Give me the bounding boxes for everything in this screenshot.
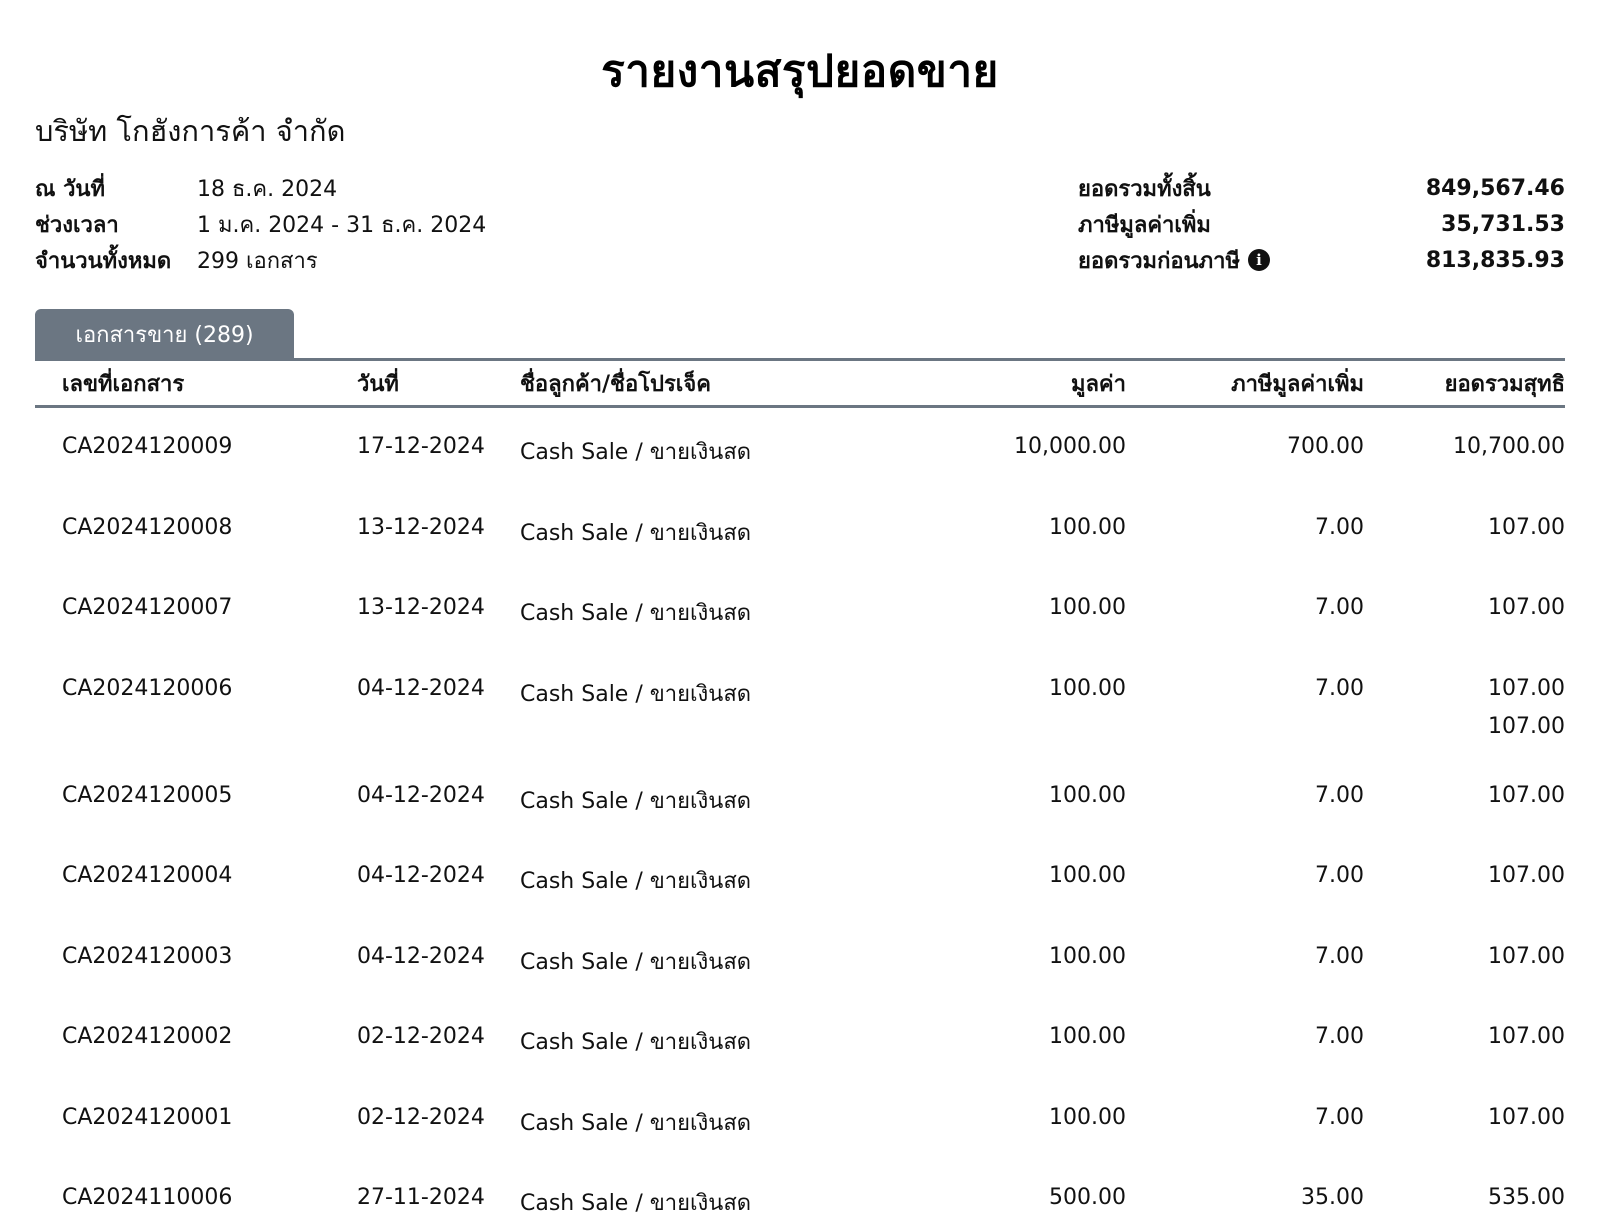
cell-net-total: 107.00 — [1488, 863, 1565, 888]
cell-date: 02-12-2024 — [357, 1104, 485, 1130]
cell-vat: 7.00 — [1315, 514, 1364, 540]
cell-date: 04-12-2024 — [357, 943, 485, 969]
as-of-label: ณ วันที่ — [35, 176, 105, 202]
pretax-total-row — [1078, 242, 1565, 278]
grand-total-value: 849,567.46 — [1425, 175, 1565, 201]
report-title: รายงานสรุปยอดขาย — [601, 46, 999, 97]
grand-total-label: ยอดรวมทั้งสิ้น — [1078, 176, 1211, 202]
period-row — [35, 206, 486, 242]
cell-date: 02-12-2024 — [357, 1024, 485, 1049]
pretax-total-value: 813,835.93 — [1425, 247, 1565, 273]
cell-vat: 7.00 — [1315, 1024, 1364, 1049]
cell-amount: 100.00 — [1049, 675, 1126, 701]
cell-doc-number[interactable]: CA2024120006 — [62, 675, 233, 701]
cell-net-total — [1364, 676, 1565, 739]
cell-amount: 100.00 — [1049, 1024, 1126, 1049]
cell-date: 17-12-2024 — [357, 434, 485, 459]
cell-customer: Cash Sale / ขายเงินสด — [520, 949, 752, 975]
cell-customer: Cash Sale / ขายเงินสด — [520, 1030, 752, 1055]
count-label: จำนวนทั้งหมด — [35, 248, 172, 274]
cell-net-total: 107.00 — [1488, 595, 1565, 620]
cell-amount: 100.00 — [1049, 863, 1126, 888]
cell-net-total: 107.00 — [1488, 1104, 1565, 1130]
totals-summary — [1078, 170, 1565, 278]
vat-total-row — [1078, 206, 1565, 242]
table-row[interactable] — [35, 650, 1565, 757]
cell-date: 27-11-2024 — [357, 1185, 485, 1210]
table-row[interactable] — [35, 408, 1565, 489]
count-row — [35, 242, 486, 278]
cell-customer: Cash Sale / ขายเงินสด — [520, 601, 752, 626]
cell-date: 13-12-2024 — [357, 514, 485, 540]
cell-doc-number[interactable]: CA2024120009 — [62, 434, 233, 459]
cell-amount: 500.00 — [1049, 1185, 1126, 1210]
cell-customer: Cash Sale / ขายเงินสด — [520, 1191, 752, 1216]
table-row[interactable] — [35, 569, 1565, 650]
header-doc-number[interactable]: เลขที่เอกสาร — [62, 371, 185, 397]
table-header — [35, 358, 1565, 408]
cell-amount: 100.00 — [1049, 943, 1126, 969]
cell-vat: 7.00 — [1315, 863, 1364, 888]
company-name: บริษัท โกฮังการค้า จำกัด — [35, 114, 346, 148]
header-net-total[interactable]: ยอดรวมสุทธิ — [1444, 371, 1565, 397]
count-value: 299 เอกสาร — [197, 248, 318, 274]
cell-vat: 7.00 — [1315, 943, 1364, 969]
cell-net-total: 107.00 — [1488, 782, 1565, 808]
cell-customer: Cash Sale / ขายเงินสด — [520, 788, 752, 814]
cell-net-total: 107.00 — [1488, 514, 1565, 540]
sales-table — [35, 358, 1565, 1232]
cell-doc-number[interactable]: CA2024110006 — [62, 1185, 233, 1210]
cell-amount: 10,000.00 — [1014, 434, 1126, 459]
table-row[interactable] — [35, 1079, 1565, 1160]
cell-customer: Cash Sale / ขายเงินสด — [520, 869, 752, 894]
cell-amount: 100.00 — [1049, 782, 1126, 808]
table-row[interactable] — [35, 1159, 1565, 1232]
header-date[interactable]: วันที่ — [357, 371, 399, 397]
header-vat[interactable]: ภาษีมูลค่าเพิ่ม — [1231, 371, 1364, 397]
cell-vat: 7.00 — [1315, 675, 1364, 701]
cell-date: 13-12-2024 — [357, 595, 485, 620]
vat-total-value: 35,731.53 — [1441, 211, 1565, 237]
table-row[interactable] — [35, 837, 1565, 918]
cell-vat: 7.00 — [1315, 1104, 1364, 1130]
info-icon[interactable]: i — [1248, 249, 1270, 271]
tab-sales-documents[interactable]: เอกสารขาย (289) — [35, 309, 294, 359]
cell-doc-number[interactable]: CA2024120008 — [62, 514, 233, 540]
cell-customer: Cash Sale / ขายเงินสด — [520, 681, 752, 707]
cell-doc-number[interactable]: CA2024120002 — [62, 1024, 233, 1049]
table-row[interactable] — [35, 918, 1565, 999]
cell-customer: Cash Sale / ขายเงินสด — [520, 440, 752, 465]
cell-date: 04-12-2024 — [357, 675, 485, 701]
header-customer[interactable]: ชื่อลูกค้า/ชื่อโปรเจ็ค — [520, 371, 711, 397]
cell-amount: 100.00 — [1049, 514, 1126, 540]
cell-vat: 7.00 — [1315, 595, 1364, 620]
cell-vat: 7.00 — [1315, 782, 1364, 808]
cell-doc-number[interactable]: CA2024120001 — [62, 1104, 233, 1130]
table-row[interactable] — [35, 757, 1565, 838]
cell-net-total: 107.00 — [1488, 1024, 1565, 1049]
cell-doc-number[interactable]: CA2024120005 — [62, 782, 233, 808]
pretax-total-label: ยอดรวมก่อนภาษี — [1078, 248, 1240, 274]
as-of-value: 18 ธ.ค. 2024 — [197, 176, 338, 202]
cell-date: 04-12-2024 — [357, 782, 485, 808]
pretax-total-label-group — [1078, 243, 1270, 278]
cell-net-total: 107.00 — [1488, 943, 1565, 969]
cell-date: 04-12-2024 — [357, 863, 485, 888]
period-value: 1 ม.ค. 2024 - 31 ธ.ค. 2024 — [197, 212, 487, 238]
cell-vat: 700.00 — [1287, 434, 1364, 459]
as-of-row — [35, 170, 486, 206]
cell-amount: 100.00 — [1049, 595, 1126, 620]
table-row[interactable] — [35, 489, 1565, 570]
header-amount[interactable]: มูลค่า — [1070, 371, 1126, 397]
cell-doc-number[interactable]: CA2024120007 — [62, 595, 233, 620]
cell-net-total: 10,700.00 — [1453, 434, 1565, 459]
grand-total-row — [1078, 170, 1565, 206]
table-row[interactable] — [35, 998, 1565, 1079]
net-total-value: 107.00 — [1488, 675, 1565, 701]
cell-doc-number[interactable]: CA2024120003 — [62, 943, 233, 969]
cell-vat: 35.00 — [1301, 1185, 1364, 1210]
report-meta — [35, 170, 486, 278]
cell-amount: 100.00 — [1049, 1104, 1126, 1130]
table-body — [35, 408, 1565, 1232]
net-total-extra-value: 107.00 — [1488, 713, 1565, 739]
cell-doc-number[interactable]: CA2024120004 — [62, 863, 233, 888]
cell-customer: Cash Sale / ขายเงินสด — [520, 1110, 752, 1136]
cell-net-total: 535.00 — [1488, 1185, 1565, 1210]
cell-customer: Cash Sale / ขายเงินสด — [520, 520, 752, 546]
period-label: ช่วงเวลา — [35, 212, 119, 238]
vat-total-label: ภาษีมูลค่าเพิ่ม — [1078, 212, 1211, 238]
